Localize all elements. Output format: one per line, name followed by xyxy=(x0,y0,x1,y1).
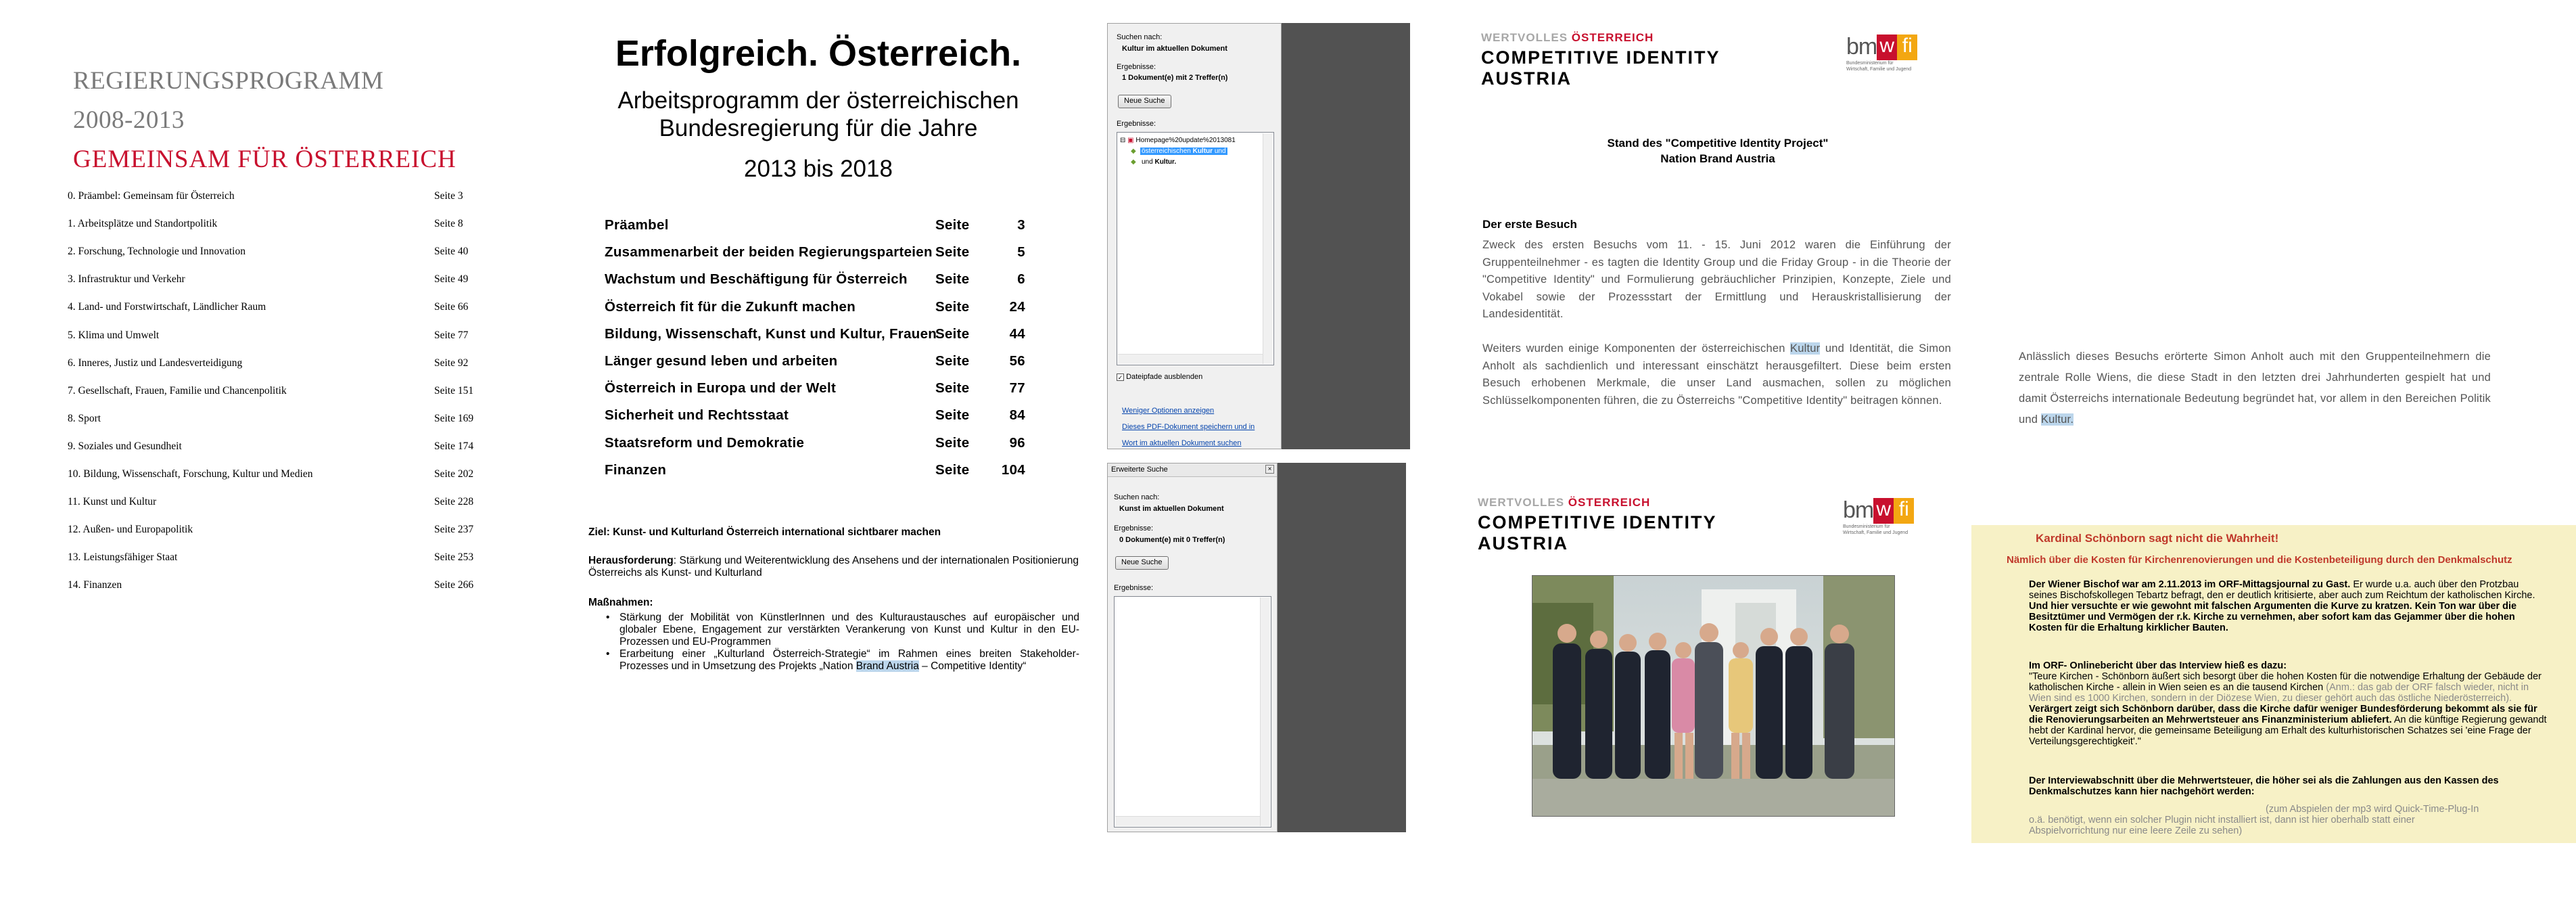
ergebnisse-list-label: Ergebnisse: xyxy=(1114,584,1154,592)
ci-header-2 xyxy=(1478,496,1816,554)
toc-row-label: 13. Leistungsfähiger Staat xyxy=(68,551,178,564)
wort-suchen-link[interactable]: Wort im aktuellen Dokument suchen xyxy=(1122,439,1242,447)
bullet2-post: – Competitive Identity“ xyxy=(918,660,1027,672)
toc-row-page: Seite 77 xyxy=(434,329,469,341)
program-row-number: 104 xyxy=(1001,461,1025,478)
toc-row-page: Seite 169 xyxy=(434,412,474,424)
search-query: Kultur im aktuellen Dokument xyxy=(1122,45,1227,53)
toc-row-page: Seite 3 xyxy=(434,190,463,202)
toc-row[interactable] xyxy=(68,357,487,371)
program-row-number: 24 xyxy=(1009,298,1025,315)
suchen-nach-label: Suchen nach: xyxy=(1117,33,1163,41)
toc-row-page: Seite 8 xyxy=(434,218,463,230)
program-row-number: 96 xyxy=(1009,434,1025,451)
program-row-label: Präambel xyxy=(605,217,669,233)
toc-row-page: Seite 237 xyxy=(434,524,474,536)
program-toc-row[interactable] xyxy=(605,271,1071,292)
bullet-item xyxy=(606,648,1079,673)
program-row-label: Sicherheit und Rechtsstaat xyxy=(605,407,789,424)
logo-w-block: w xyxy=(1877,35,1897,60)
program-toc-row[interactable] xyxy=(605,353,1071,373)
toc-row[interactable] xyxy=(68,218,487,231)
group-photo-image xyxy=(1532,576,1895,817)
tree-root-label: Homepage%20update%2013081 xyxy=(1135,137,1236,144)
toc-row[interactable] xyxy=(68,385,487,399)
program-row-number: 3 xyxy=(1017,217,1025,233)
weniger-optionen-link[interactable]: Weniger Optionen anzeigen xyxy=(1122,407,1215,415)
toc-row[interactable] xyxy=(68,468,487,482)
bmwfj-mark xyxy=(1843,497,1951,524)
program-toc-row[interactable] xyxy=(605,407,1071,428)
herausforderung-text: : Stärkung und Weiterentwicklung des Ansehens und der internationalen Positionierung Österreichs als Kunst- und Kulturland xyxy=(588,555,1079,579)
program-row-label: Österreich fit für die Zukunft machen xyxy=(605,298,856,315)
dialog-title: Erweiterte Suche xyxy=(1111,466,1168,474)
toc-row[interactable] xyxy=(68,301,487,315)
logo-f: f xyxy=(1902,34,1908,57)
program-row-number: 6 xyxy=(1017,271,1025,288)
program-row-number: 77 xyxy=(1009,380,1025,397)
program-row-label: Österreich in Europa und der Welt xyxy=(605,380,837,397)
herausforderung-label: Herausforderung xyxy=(588,555,674,566)
program-row-label: Bildung, Wissenschaft, Kunst und Kultur, Frauen xyxy=(605,325,937,342)
logo-i: i xyxy=(1908,34,1913,57)
logo-bm: bm xyxy=(1843,497,1874,523)
program-toc-row[interactable] xyxy=(605,326,1071,346)
tree-result-2-bold: Kultur. xyxy=(1154,158,1177,166)
toc-row-label: 2. Forschung, Technologie und Innovation xyxy=(68,246,245,258)
result-icon: ◆ xyxy=(1131,148,1136,155)
program-subtitle xyxy=(568,87,1069,142)
tree-result-1[interactable] xyxy=(1140,148,1227,155)
group-photo xyxy=(1532,575,1895,817)
program-toc-row[interactable] xyxy=(605,435,1071,455)
toc-row-label: 12. Außen- und Europapolitik xyxy=(68,524,193,536)
pdf-speichern-link[interactable]: Dieses PDF-Dokument speichern und in xyxy=(1122,423,1255,431)
toc-row-page: Seite 228 xyxy=(434,496,474,508)
bullet1-text: Stärkung der Mobilität von KünstlerInnen und des Kulturaustausches auf europäischer und globaler Ebene, Engagement zur verstärkten Verankerung von Kunst und Kultur in den EU-Prozessen und EU-Programmen xyxy=(619,612,1079,648)
neue-suche-button[interactable]: Neue Suche xyxy=(1115,556,1169,570)
toc-row[interactable] xyxy=(68,413,487,426)
program-row-seite: Seite xyxy=(935,325,970,342)
program-toc-row[interactable] xyxy=(605,462,1071,482)
bullet2-pre: Erarbeitung einer „Kulturland Österreich-Strategie“ im Rahmen eines breiten Stakeholder-Prozesses und in Umsetzung des Projekts „Nation xyxy=(619,648,1079,672)
p2-normal: An die künftige Regierung gewandt hebt der Kardinal hervor, die gemeinsame Beteiligung am Erhalt des kulturhistorischen Schatzes sei 'eine Frage der Verteilungsgerechtigkeit'." xyxy=(2029,715,2547,747)
program-row-number: 44 xyxy=(1009,325,1025,342)
logo-subtitle-1: Bundesministerium für xyxy=(1843,524,1890,529)
ci-title xyxy=(1478,512,1816,554)
para2-post: und Identität, die Simon Anholt als sachdienlich und interessant einschätzt herausgefiltert. Diese beim ersten Besuch erhobenen Merkmale, die unser Land ausmachen, sollen zu möglichen Schlüsselkomponenten führen, die zu Österreichs "Competitive Identity" beitragen können. xyxy=(1482,342,1951,407)
ergebnisse-value: 0 Dokument(e) mit 0 Treffer(n) xyxy=(1119,536,1225,544)
bullet-dot-icon: • xyxy=(606,648,610,660)
bmwfj-mark xyxy=(1846,34,1954,60)
checkbox-checked-icon[interactable]: ✓ xyxy=(1117,373,1123,381)
ziel-heading: Ziel: Kunst- und Kulturland Österreich international sichtbarer machen xyxy=(588,526,941,538)
logo-f: f xyxy=(1898,497,1905,520)
stand-line1: Stand des "Competitive Identity Project" xyxy=(1607,137,1829,150)
program-row-number: 56 xyxy=(1009,353,1025,369)
results-tree[interactable] xyxy=(1114,596,1271,828)
p2-bold2: Verärgert zeigt sich Schönborn darüber, dass die Kirche dafür weniger Bundesförderung bekommt als sie für die Renovierungsarbeiten an Mehrwertsteuer ans Finanzministerium abliefert. xyxy=(2029,704,2537,725)
program-row-label: Staatsreform und Demokratie xyxy=(605,434,805,451)
program-toc-row[interactable] xyxy=(605,217,1071,237)
program-title: Erfolgreich. Österreich. xyxy=(615,33,1022,74)
stand-heading xyxy=(1481,135,1954,166)
toc-row-label: 10. Bildung, Wissenschaft, Forschung, Kultur und Medien xyxy=(68,468,313,480)
toc-row-page: Seite 202 xyxy=(434,468,474,480)
program-row-seite: Seite xyxy=(935,217,970,233)
program-row-label: Finanzen xyxy=(605,461,667,478)
bullet-dot-icon: • xyxy=(606,612,610,623)
wertvolles-text: WERTVOLLES xyxy=(1478,496,1565,509)
ergebnisse-label: Ergebnisse: xyxy=(1114,524,1154,533)
oesterreich-text: ÖSTERREICH xyxy=(1568,496,1651,509)
toc-row-page: Seite 151 xyxy=(434,384,474,397)
ci-title-line2: AUSTRIA xyxy=(1481,68,1572,89)
ergebnisse-list-label: Ergebnisse: xyxy=(1117,120,1156,128)
program-row-label: Zusammenarbeit der beiden Regierungsparteien xyxy=(605,244,933,261)
toc-row[interactable] xyxy=(68,190,487,204)
p2-gray: (Anm.: das gab der ORF falsch wieder, nicht in Wien sind es 1000 Kirchen, sondern in der Diözese Wien, zu dieser gehört auch das östliche Niederösterreich). xyxy=(2029,682,2529,704)
wertvolles-text: WERTVOLLES xyxy=(1481,31,1568,44)
toc-row-page: Seite 92 xyxy=(434,357,469,369)
toc-row-label: 5. Klima und Umwelt xyxy=(68,329,160,341)
logo-subtitle-2: Wirtschaft, Familie und Jugend xyxy=(1846,67,1912,72)
program-row-seite: Seite xyxy=(935,434,970,451)
bullet-item xyxy=(606,612,1079,648)
program-row-label: Wachstum und Beschäftigung für Österreich xyxy=(605,271,908,288)
audio-note-line2: o.ä. benötigt, wenn ein solcher Plugin nicht installiert ist, dann ist hier oberhalb statt einer xyxy=(2029,815,2415,825)
audio-note xyxy=(2029,804,2550,836)
tree-result-1-bold: Kultur xyxy=(1192,148,1213,155)
result-icon: ◆ xyxy=(1131,158,1136,166)
toc-title-line3: GEMEINSAM FÜR ÖSTERREICH xyxy=(73,145,456,173)
program-row-number: 5 xyxy=(1017,244,1025,261)
erster-besuch-heading: Der erste Besuch xyxy=(1482,218,1577,231)
anlaesslich-paragraph xyxy=(2019,346,2491,430)
tree-result-1-pre: österreichischen xyxy=(1142,148,1193,155)
ci-header-1 xyxy=(1481,31,1819,89)
audio-note-line1: (zum Abspielen der mp3 wird Quick-Time-Plug-In xyxy=(2266,804,2479,815)
logo-subtitle-2: Wirtschaft, Familie und Jugend xyxy=(1843,530,1908,535)
program-row-seite: Seite xyxy=(935,244,970,261)
program-row-seite: Seite xyxy=(935,353,970,369)
neue-suche-button[interactable]: Neue Suche xyxy=(1118,95,1171,108)
toc-row-page: Seite 49 xyxy=(434,273,469,286)
stand-line2: Nation Brand Austria xyxy=(1660,152,1775,165)
toc-row-page: Seite 253 xyxy=(434,551,474,564)
bmwfj-logo xyxy=(1846,34,1954,72)
logo-bm: bm xyxy=(1846,34,1877,60)
tree-result-2-pre: und xyxy=(1142,158,1155,166)
program-row-seite: Seite xyxy=(935,298,970,315)
logo-w-block: w xyxy=(1873,498,1894,524)
wertvolles-oesterreich-label xyxy=(1478,496,1816,509)
toc-row-page: Seite 66 xyxy=(434,301,469,313)
toc-row[interactable] xyxy=(68,524,487,537)
side-pre: Anlässlich dieses Besuchs erörterte Simon Anholt auch mit den Gruppenteilnehmern die zentrale Rolle Wiens, die diese Stadt in den letzten drei Jahrhunderten gespielt hat und damit Österreichs internationale Bedeutung begründet hat, vor allem in den Bereichen Politik und xyxy=(2019,350,2491,426)
toc-row-label: 8. Sport xyxy=(68,412,101,424)
toc-row-label: 1. Arbeitsplätze und Standortpolitik xyxy=(68,218,218,230)
hide-paths-checkbox[interactable] xyxy=(1117,373,1202,381)
collapse-icon[interactable]: ⊟ xyxy=(1120,137,1126,144)
toc-row-label: 14. Finanzen xyxy=(68,579,122,591)
toc-row[interactable] xyxy=(68,440,487,454)
checkbox-label: Dateipfade ausblenden xyxy=(1126,373,1203,381)
toc-row-page: Seite 266 xyxy=(434,579,474,591)
oesterreich-text: ÖSTERREICH xyxy=(1571,31,1654,44)
logo-fi-block xyxy=(1894,498,1914,524)
kardinal-subtitle: Nämlich über die Kosten für Kirchenrenovierungen und die Kostenbeteiligung durch den Denkmalschutz xyxy=(2007,554,2512,566)
program-toc-row[interactable] xyxy=(605,380,1071,401)
toc-row[interactable] xyxy=(68,551,487,565)
kultur-highlight-2: Kultur. xyxy=(2040,413,2074,426)
kardinal-paragraph3 xyxy=(2029,775,2550,797)
toc-row-label: 4. Land- und Forstwirtschaft, Ländlicher Raum xyxy=(68,301,266,313)
program-toc-row[interactable] xyxy=(605,244,1071,265)
kardinal-paragraph2 xyxy=(2029,660,2550,747)
logo-fi-block xyxy=(1897,35,1917,60)
p1-bold2: Und hier versuchte er wie gewohnt mit falschen Argumenten die Kurve zu kratzen. Kein Ton war über die Besitztümer und Vermögen der r.k. Kirche zu vernehmen, aber sofort kam das Gejammer über die hohen Kosten für die Erhaltung kirklicher Bauten. xyxy=(2029,601,2517,633)
toc-row-label: 9. Soziales und Gesundheit xyxy=(68,440,182,452)
ci-title xyxy=(1481,47,1819,89)
tree-root[interactable] xyxy=(1120,137,1236,144)
toc-row-label: 11. Kunst und Kultur xyxy=(68,496,157,508)
ci-title-line2: AUSTRIA xyxy=(1478,533,1568,553)
logo-i: i xyxy=(1904,497,1909,520)
logo-subtitle-1: Bundesministerium für xyxy=(1846,61,1894,66)
search-query: Kunst im aktuellen Dokument xyxy=(1119,505,1224,513)
program-row-seite: Seite xyxy=(935,380,970,397)
vertical-scrollbar[interactable] xyxy=(1263,133,1273,364)
p2-quote: "Teure Kirchen - Schönborn äußert sich besorgt über die hohen Kosten für die notwendige Erhaltung der Gebäude der katholischen Kirche - allein in Wien seien es an die tausend Kirchen xyxy=(2029,671,2542,693)
horizontal-scrollbar[interactable] xyxy=(1115,816,1260,826)
horizontal-scrollbar[interactable] xyxy=(1118,354,1263,364)
tree-result-1-post: und xyxy=(1213,148,1226,155)
toc-row[interactable] xyxy=(68,579,487,593)
program-subtitle-line2: Bundesregierung für die Jahre xyxy=(659,115,978,141)
program-row-seite: Seite xyxy=(935,461,970,478)
program-row-seite: Seite xyxy=(935,271,970,288)
document-background xyxy=(1278,463,1406,832)
audio-note-line3: Abspielvorrichtung nur eine leere Zeile zu sehen) xyxy=(2029,825,2243,836)
document-background xyxy=(1282,23,1410,449)
program-subtitle-line1: Arbeitsprogramm der österreichischen xyxy=(617,87,1019,114)
ergebnisse-value: 1 Dokument(e) mit 2 Treffer(n) xyxy=(1122,74,1228,82)
program-row-label: Länger gesund leben und arbeiten xyxy=(605,353,838,369)
kardinal-paragraph1 xyxy=(2029,579,2550,633)
search-panel-kultur xyxy=(1107,23,1282,449)
ci-title-line1: COMPETITIVE IDENTITY xyxy=(1478,512,1717,533)
erster-besuch-paragraph1: Zweck des ersten Besuchs vom 11. - 15. Juni 2012 waren die Einführung der Gruppenteilnehmer - es tagten die Identity Group und die Friday Group - in die Theorie der "Competitive Identity" und Formulierung gebräuchlicher Prinzipien, Konzepte, Ziele und Vokabel sowie der Prozessstart der Ermittlung und Herauskristallisierung der Landesidentität. xyxy=(1482,239,1951,320)
toc-row-label: 6. Inneres, Justiz und Landesverteidigung xyxy=(68,357,243,369)
toc-row[interactable] xyxy=(68,246,487,259)
toc-row-page: Seite 174 xyxy=(434,440,474,452)
kardinal-article xyxy=(1971,525,2576,843)
brand-austria-highlight: Brand Austria xyxy=(856,660,919,672)
tree-result-2[interactable] xyxy=(1142,158,1176,166)
suchen-nach-label: Suchen nach: xyxy=(1114,493,1160,501)
massnahmen-heading: Maßnahmen: xyxy=(588,597,653,608)
program-years: 2013 bis 2018 xyxy=(744,156,893,182)
search-panel-kunst xyxy=(1107,463,1278,832)
p2-bold: Im ORF- Onlinebericht über das Interview hieß es dazu: xyxy=(2029,660,2287,671)
toc-row-label: 3. Infrastruktur und Verkehr xyxy=(68,273,185,286)
bullet-list xyxy=(606,612,1079,673)
para2-pre: Weiters wurden einige Komponenten der österreichischen xyxy=(1482,342,1791,355)
toc-row[interactable] xyxy=(68,273,487,287)
toc-row-label: 7. Gesellschaft, Frauen, Familie und Chancenpolitik xyxy=(68,384,287,397)
ci-title-line1: COMPETITIVE IDENTITY xyxy=(1481,47,1720,68)
p1-normal: Er wurde u.a. auch über den Protzbau seines Bischofskollegen Tebartz befragt, den er deutlich kritisierte, aber auch zum Reichtum der katholischen Kirche. xyxy=(2029,579,2535,601)
toc-row[interactable] xyxy=(68,496,487,509)
toc-row-page: Seite 40 xyxy=(434,246,469,258)
arbeitsprogramm-page xyxy=(568,0,1079,906)
toc-row-label: 0. Präambel: Gemeinsam für Österreich xyxy=(68,190,235,202)
wertvolles-oesterreich-label xyxy=(1481,31,1819,45)
program-row-seite: Seite xyxy=(935,407,970,424)
close-icon[interactable]: × xyxy=(1265,465,1274,474)
toc-row[interactable] xyxy=(68,330,487,343)
herausforderung-paragraph xyxy=(588,555,1079,579)
toc-title-line1: REGIERUNGSPROGRAMM xyxy=(73,67,384,95)
ergebnisse-label: Ergebnisse: xyxy=(1117,63,1156,71)
regierungsprogramm-page xyxy=(0,0,500,906)
kardinal-title: Kardinal Schönborn sagt nicht die Wahrheit! xyxy=(2036,532,2279,545)
p3-bold: Der Interviewabschnitt über die Mehrwertsteuer, die höher sei als die Zahlungen aus den Kassen des Denkmalschutzes kann hier nachgehört werden: xyxy=(2029,775,2499,797)
toc-title-line2: 2008-2013 xyxy=(73,106,185,134)
program-toc-row[interactable] xyxy=(605,299,1071,319)
bmwfj-logo xyxy=(1843,497,1951,536)
program-row-number: 84 xyxy=(1009,407,1025,424)
results-tree[interactable] xyxy=(1117,132,1274,365)
kultur-highlight: Kultur xyxy=(1790,342,1821,355)
erster-besuch-paragraph2 xyxy=(1482,340,1951,409)
pdf-icon: ▣ xyxy=(1127,137,1134,144)
p1-bold: Der Wiener Bischof war am 2.11.2013 im ORF-Mittagsjournal zu Gast. xyxy=(2029,579,2351,590)
vertical-scrollbar[interactable] xyxy=(1260,597,1270,826)
